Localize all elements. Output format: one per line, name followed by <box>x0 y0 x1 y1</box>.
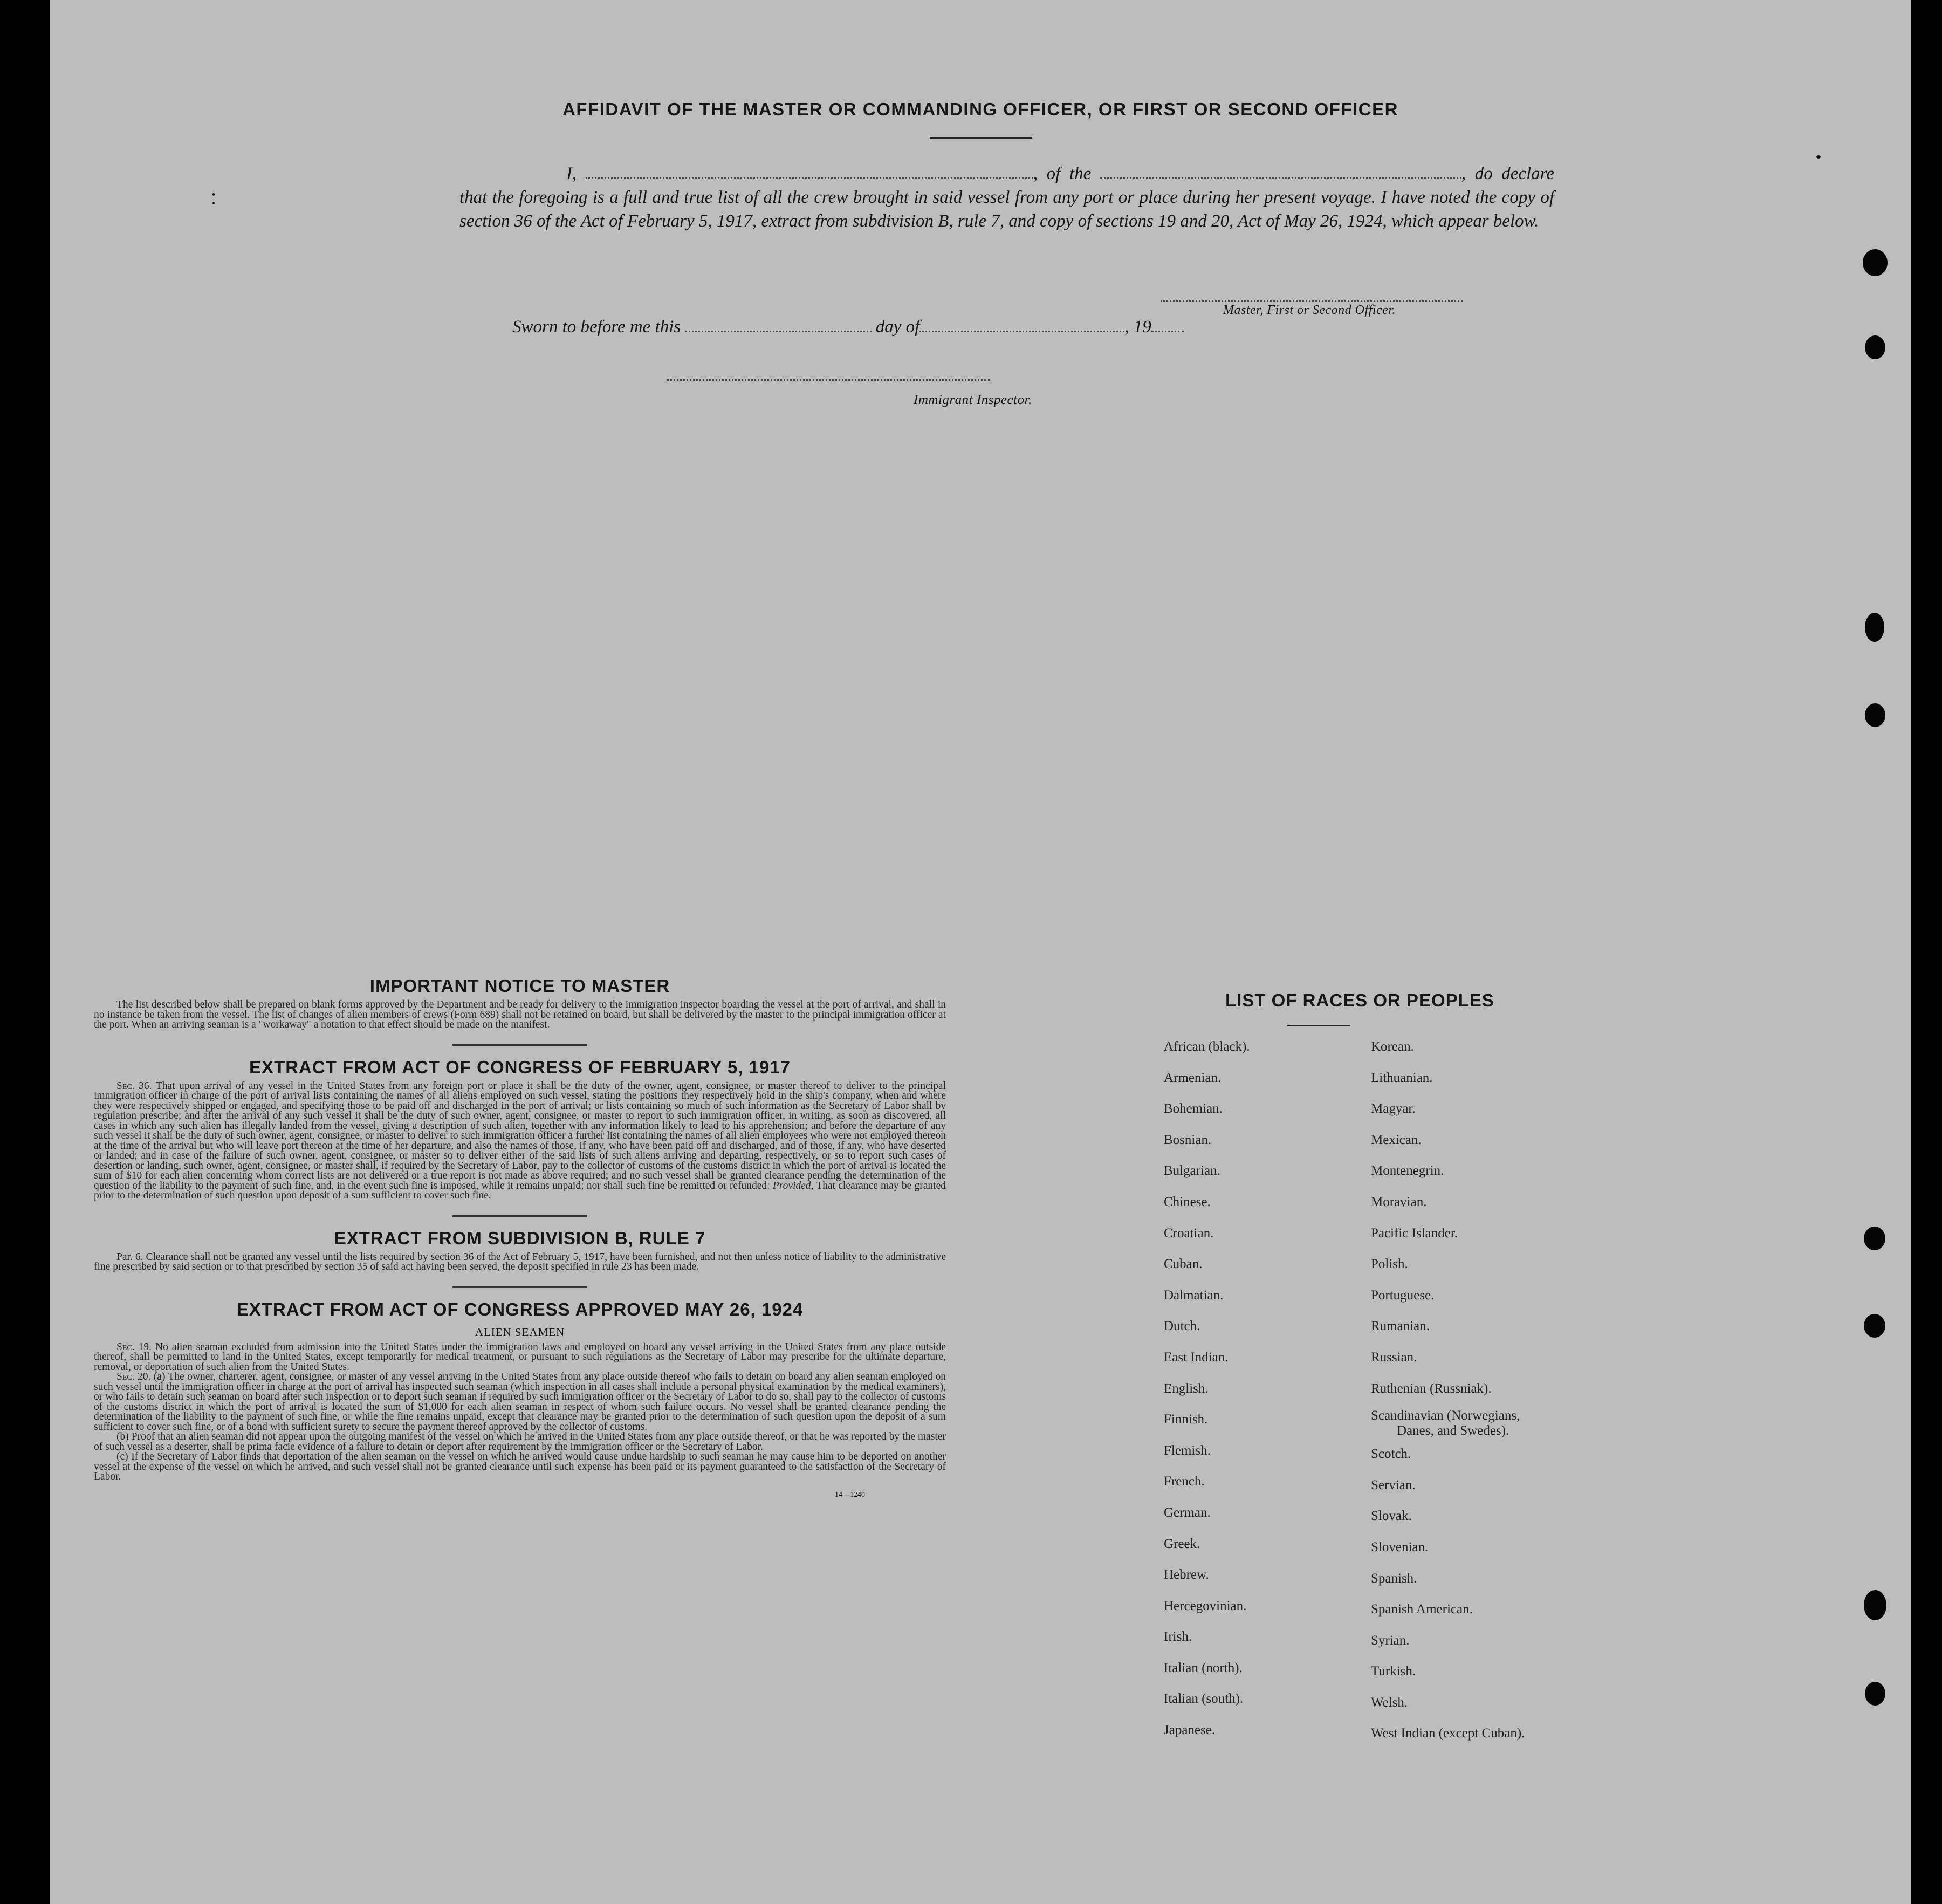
race-item: Scandinavian (Norwegians, <box>1371 1408 1520 1423</box>
race-item: Japanese. <box>1164 1723 1216 1738</box>
document-page <box>50 0 1911 1904</box>
paper-speck <box>212 202 215 204</box>
race-item: Welsh. <box>1371 1695 1408 1710</box>
race-item: Dalmatian. <box>1164 1287 1224 1303</box>
races-title: LIST OF RACES OR PEOPLES <box>1225 990 1494 1010</box>
paper-speck <box>1816 155 1821 159</box>
of-the-text: , of the <box>1033 164 1092 183</box>
race-item: Servian. <box>1371 1477 1416 1492</box>
race-item: Mexican. <box>1371 1132 1422 1147</box>
race-item: Irish. <box>1164 1629 1192 1645</box>
race-item: Lithuanian. <box>1371 1070 1433 1085</box>
declarant-prefix: I, <box>566 164 577 183</box>
proviso-label: Provided, <box>772 1180 814 1191</box>
punch-hole <box>1865 1682 1885 1706</box>
punch-hole <box>1865 613 1884 642</box>
sec20b-paragraph <box>94 1432 946 1452</box>
punch-hole <box>1865 335 1885 359</box>
affidavit-title: AFFIDAVIT OF THE MASTER OR COMMANDING OFFICER, OR FIRST OR SECOND OFFICER <box>562 99 1398 119</box>
sec36-text: That upon arrival of any vessel in the United States from any foreign port or place it shall be the duty of the owner, agent, consignee, or master thereof to deliver to the principal immigration officer in charge of the port of arrival lists containing the names of all aliens employed on such vessel, stating the positions they respectively hold in the ship's company, when and where they were respectively shipped or engaged, and specifying those to be paid off and discharged in the port of arrival; or lists containing so much of such information as the Secretary of Labor shall by regulation prescribe; and after the arrival of any such vessel it shall be the duty of such owner, agent, consignee, or master to report to such immigration officer, in writing, as soon as discovered, all cases in which any such alien has illegally landed from the vessel, giving a description of such alien, together with any information likely to lead to his apprehension; and before the departure of any such vessel it shall be the duty of such owner, agent, consignee, or master to deliver to such immigration officer a further list containing the names of all alien employees who were not employed thereon at the time of the arrival but who will leave port thereon at the time of her departure, and also the names of those, if any, who have been paid off and discharged, and of those, if any, who have deserted or landed; and in case of the failure of such owner, agent, consignee, or master so to deliver either of the said lists of such aliens arriving and departing, respectively, or so to report such cases of desertion or landing, such owner, agent, consignee, or master shall, if required by the Secretary of Labor, pay to the collector of customs of the customs district in which the port of arrival is located the sum of $10 for each alien concerning whom correct lists are not delivered or a true report is not made as above required; and no such vessel shall be granted clearance pending the determination of the question of the liability to the payment of such fine, and, in the event such fine is imposed, while it remains unpaid; nor shall such fine be remitted or refunded: <box>94 1080 946 1191</box>
race-item: Hercegovinian. <box>1164 1598 1247 1613</box>
race-item: Spanish. <box>1371 1571 1417 1586</box>
punch-hole <box>1864 1227 1885 1250</box>
sec20c-text: (c) If the Secretary of Labor finds that deportation of the alien seaman on the vessel on which he arrived would cause undue hardship to such seaman he may cause him to be deported on another vessel at the expense of the vessel on which he arrived, and such vessel shall not be granted clearance until such expense has been paid or its payment guaranteed to the satisfaction of the Secretary of Labor. <box>94 1451 946 1482</box>
sec19-paragraph <box>94 1343 946 1373</box>
inspector-label: Immigrant Inspector. <box>914 393 1032 407</box>
race-item: Bulgarian. <box>1164 1163 1220 1179</box>
punch-hole <box>1864 1590 1886 1620</box>
sworn-year: , 19 <box>1124 317 1151 337</box>
sec20a-text: (a) The owner, charterer, agent, consignee, or master of any vessel arriving in the United States from any place outside thereof who fails to detain on board any alien seaman employed on such vessel until the immigration officer in charge at the port of arrival has inspected such seaman (which inspection in all cases shall include a personal physical examination by the medical examiners), or who fails to detain such seaman on board after such inspection or to deport such seaman if required by such immigration officer or the Secretary of Labor to do so, shall pay to the collector of customs of the customs district in which the port of arrival is located the sum of $1,000 for each alien seaman in respect of whom such failure occurs. No vessel shall be granted clearance pending the determination of the liability to the payment of such fine, or while the fine remains unpaid, except that clearance may be granted prior to the determination of such question upon the deposit of a sum sufficient to cover such fine, or of a bond with sufficient surety to secure the payment thereof approved by the collector of customs. <box>94 1371 946 1433</box>
vessel-name-line <box>1100 177 1461 179</box>
sworn-day-of: day of <box>875 317 920 337</box>
race-item: Dutch. <box>1164 1319 1200 1334</box>
extract-1924-title: EXTRACT FROM ACT OF CONGRESS APPROVED MAY 26, 1924 <box>236 1299 804 1319</box>
paper-speck <box>212 193 215 196</box>
race-item: Moravian. <box>1371 1194 1427 1209</box>
race-item: Flemish. <box>1164 1443 1211 1458</box>
extract-1917-title: EXTRACT FROM ACT OF CONGRESS OF FEBRUARY 5, 1917 <box>249 1057 791 1077</box>
race-item: Slovak. <box>1371 1509 1412 1524</box>
proviso-text: That clearance may be granted prior to the determination of such question upon deposit of a sum sufficient to cover such fine. <box>94 1180 946 1201</box>
race-item: East Indian. <box>1164 1350 1229 1365</box>
form-number: 14—1240 <box>835 1490 865 1499</box>
race-item: Cuban. <box>1164 1257 1203 1272</box>
race-item: Russian. <box>1371 1350 1417 1365</box>
races-list-right <box>1371 1031 1525 1749</box>
races-title-rule <box>1287 1025 1350 1026</box>
inspector-signature-line <box>667 379 990 381</box>
race-item: Polish. <box>1371 1257 1408 1272</box>
race-item: Rumanian. <box>1371 1319 1430 1334</box>
extract-rule7-body <box>94 1252 946 1272</box>
sec36-label: Sec. 36. <box>116 1080 152 1092</box>
race-item: Pacific Islander. <box>1371 1225 1458 1241</box>
race-item: Ruthenian (Russniak). <box>1371 1381 1492 1396</box>
extract-1917-body <box>94 1081 946 1201</box>
extract-rule7-title: EXTRACT FROM SUBDIVISION B, RULE 7 <box>334 1228 706 1248</box>
sworn-month-line <box>919 331 1124 332</box>
race-item: French. <box>1164 1474 1205 1489</box>
punch-hole <box>1863 249 1888 276</box>
race-item: Italian (south). <box>1164 1691 1244 1707</box>
races-list-left <box>1164 1031 1250 1746</box>
race-item: Slovenian. <box>1371 1539 1429 1554</box>
race-item: Finnish. <box>1164 1412 1208 1427</box>
section-divider <box>452 1286 587 1288</box>
race-item: Portuguese. <box>1371 1287 1435 1303</box>
race-item: Syrian. <box>1371 1633 1410 1648</box>
rule7-text: Par. 6. Clearance shall not be granted any vessel until the lists required by section 36 of the Act of February 5, 1917, have been furnished, and not then unless notice of liability to the administrative fine prescribed by said section or to that prescribed by section 35 of said act having been served, the deposit specified in rule 23 has been made. <box>94 1251 946 1272</box>
race-item: African (black). <box>1164 1039 1250 1054</box>
sworn-year-line <box>1151 331 1184 332</box>
race-item: Greek. <box>1164 1536 1200 1551</box>
notice-body <box>94 1000 946 1030</box>
notice-text: The list described below shall be prepared on blank forms approved by the Department and be ready for delivery to the immigration inspector boarding the vessel at the port of arrival, and shall in no instance be taken from the vessel. The list of changes of alien members of crews (Form 689) shall not be retained on board, but shall be delivered by the master to the principal immigration officer at the port. When an arriving seaman is a "workaway" a notation to that effect should be made on the manifest. <box>94 999 946 1030</box>
race-item: West Indian (except Cuban). <box>1371 1726 1525 1741</box>
sec20b-text: (b) Proof that an alien seaman did not appear upon the outgoing manifest of the vessel on which he arrived in the United States from any place outside thereof, or that he was reported by the master of such vessel as a deserter, shall be prima facie evidence of a failure to detain or deport after requirement by the immigration officer or the Secretary of Labor. <box>94 1431 946 1453</box>
race-item: Spanish American. <box>1371 1602 1473 1617</box>
sec19-label: Sec. 19. <box>116 1341 152 1353</box>
master-signature-line <box>1161 300 1463 302</box>
statutes-column <box>94 975 946 1499</box>
sec20c-paragraph <box>94 1452 946 1482</box>
race-item: Scotch. <box>1371 1447 1411 1462</box>
punch-hole <box>1865 703 1885 727</box>
sworn-day-line <box>685 331 872 332</box>
race-item: Korean. <box>1371 1039 1414 1054</box>
punch-hole <box>1864 1314 1885 1338</box>
section-divider <box>452 1044 587 1046</box>
race-item: Italian (north). <box>1164 1660 1243 1675</box>
race-item: Hebrew. <box>1164 1567 1209 1583</box>
race-item: Croatian. <box>1164 1225 1214 1241</box>
race-item: Bosnian. <box>1164 1132 1212 1147</box>
declaration-body: that the foregoing is a full and true list of all the crew brought in said vessel from any port or place during her present voyage. I have noted the copy of section 36 of the Act of February 5, 1917, extract from subdivision B, rule 7, and copy of sections 19 and 20, Act of May 26, 1924, which appear below. <box>459 188 1554 231</box>
race-item: Bohemian. <box>1164 1101 1223 1117</box>
race-item: Montenegrin. <box>1371 1163 1444 1179</box>
sec19-text: No alien seaman excluded from admission into the United States under the immigration laws and employed on board any vessel arriving in the United States from any place outside thereof, shall be permitted to land in the United States, except temporarily for medical treatment, or pursuant to such regulations as the Secretary of Labor may prescribe for the ultimate departure, removal, or deportation of such alien from the United States. <box>94 1341 946 1373</box>
race-item: Magyar. <box>1371 1101 1416 1117</box>
sec20-label: Sec. 20. <box>116 1371 151 1382</box>
do-declare-text: , do declare <box>1461 164 1555 183</box>
race-item: German. <box>1164 1505 1211 1520</box>
alien-seamen-subtitle: ALIEN SEAMEN <box>475 1325 565 1339</box>
race-item: Turkish. <box>1371 1664 1416 1679</box>
sec20a-paragraph <box>94 1372 946 1432</box>
master-signature-label: Master, First or Second Officer. <box>1223 303 1396 317</box>
race-item-continuation: Danes, and Swedes). <box>1397 1423 1509 1439</box>
sworn-statement <box>512 317 1184 337</box>
affidavit-declaration <box>459 162 1554 233</box>
race-item: Chinese. <box>1164 1194 1211 1209</box>
race-item: English. <box>1164 1381 1209 1396</box>
title-rule <box>930 137 1032 139</box>
sworn-prefix: Sworn to before me this <box>512 317 681 337</box>
race-item: Armenian. <box>1164 1070 1222 1085</box>
declarant-name-line <box>586 177 1033 179</box>
notice-title: IMPORTANT NOTICE TO MASTER <box>369 976 670 996</box>
section-divider <box>452 1215 587 1217</box>
